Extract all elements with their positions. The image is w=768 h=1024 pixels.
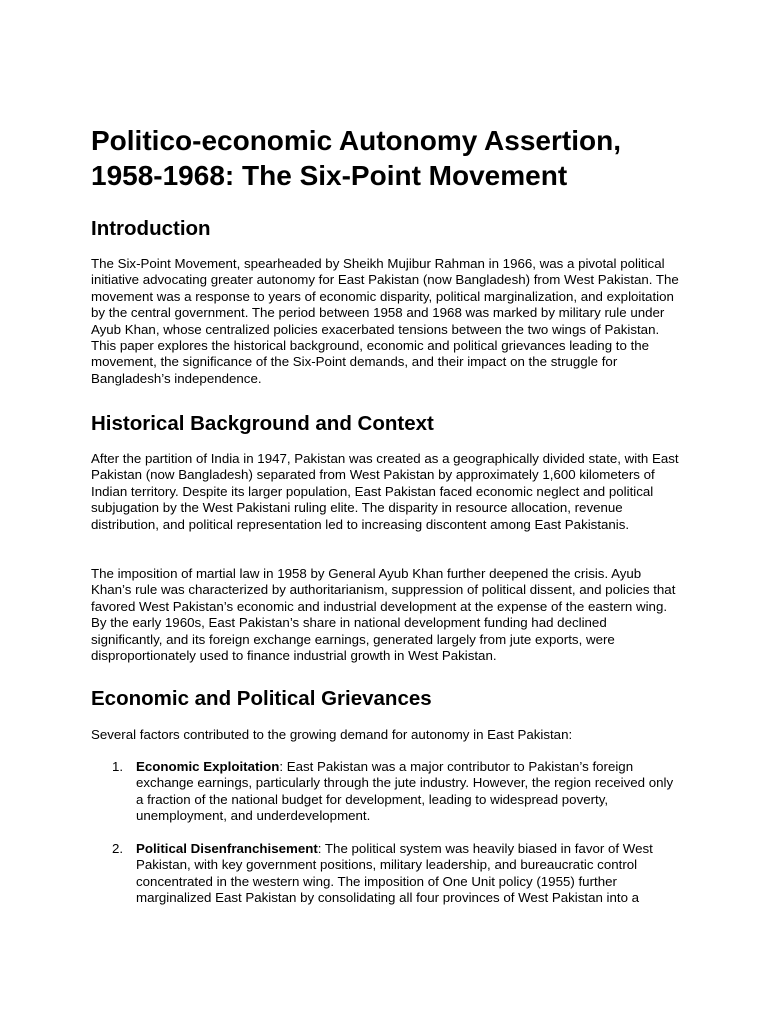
list-item-text [136, 841, 681, 907]
list-item-term: Economic Exploitation [136, 759, 280, 774]
introduction-paragraph: The Six-Point Movement, spearheaded by Sheikh Mujibur Rahman in 1966, was a pivotal political initiative advocating greater autonomy for East Pakistan (now Bangladesh) from West Pakistan. The movement was a response to years of economic disparity, political marginalization, and exploitation by the central government. The period between 1958 and 1968 was marked by military rule under Ayub Khan, whose centralized policies exacerbated tensions between the two wings of Pakistan. This paper explores the historical background, economic and political grievances leading to the movement, the significance of the Six-Point demands, and their impact on the struggle for Bangladesh’s independence. [91, 256, 679, 386]
section-heading-historical-background: Historical Background and Context [91, 412, 434, 435]
document-title: Politico-economic Autonomy Assertion, 1958-1968: The Six-Point Movement [91, 125, 621, 191]
list-item-body: : East Pakistan was a major contributor to Pakistan’s foreign exchange earnings, particularly through the jute industry. However, the region received only a fraction of the national budget for development, leading to widespread poverty, unemployment, and underdevelopment. [136, 759, 674, 824]
list-item-text [136, 759, 681, 825]
list-item-number: 2. [112, 841, 124, 856]
section-heading-grievances: Economic and Political Grievances [91, 687, 432, 710]
historical-background-paragraph-2: The imposition of martial law in 1958 by General Ayub Khan further deepened the crisis. Ayub Khan’s rule was characterized by authoritarianism, suppression of political dissent, and policies that favored West Pakistan’s economic and industrial development at the expense of the eastern wing. By the early 1960s, East Pakistan’s share in national development funding had declined significantly, and its foreign exchange earnings, generated largely from jute exports, were disproportionately used to finance industrial growth in West Pakistan. [91, 566, 676, 664]
grievances-intro-paragraph: Several factors contributed to the growing demand for autonomy in East Pakistan: [91, 727, 573, 742]
historical-background-paragraph-1: After the partition of India in 1947, Pakistan was created as a geographically divided state, with East Pakistan (now Bangladesh) separated from West Pakistan by approximately 1,600 kilometers of Indian territory. Despite its larger population, East Pakistan faced economic neglect and political subjugation by the West Pakistani ruling elite. The disparity in resource allocation, revenue distribution, and political representation led to increasing discontent among East Pakistanis. [91, 451, 679, 532]
list-item-term: Political Disenfranchisement [136, 841, 318, 856]
list-item-number: 1. [112, 759, 124, 774]
section-heading-introduction: Introduction [91, 217, 211, 240]
list-item-body: : The political system was heavily biased in favor of West Pakistan, with key government positions, military leadership, and bureaucratic control concentrated in the western wing. The imposition of One Unit policy (1955) further marginalized East Pakistan by consolidating all four provinces of West Pakistan into a [136, 841, 653, 906]
